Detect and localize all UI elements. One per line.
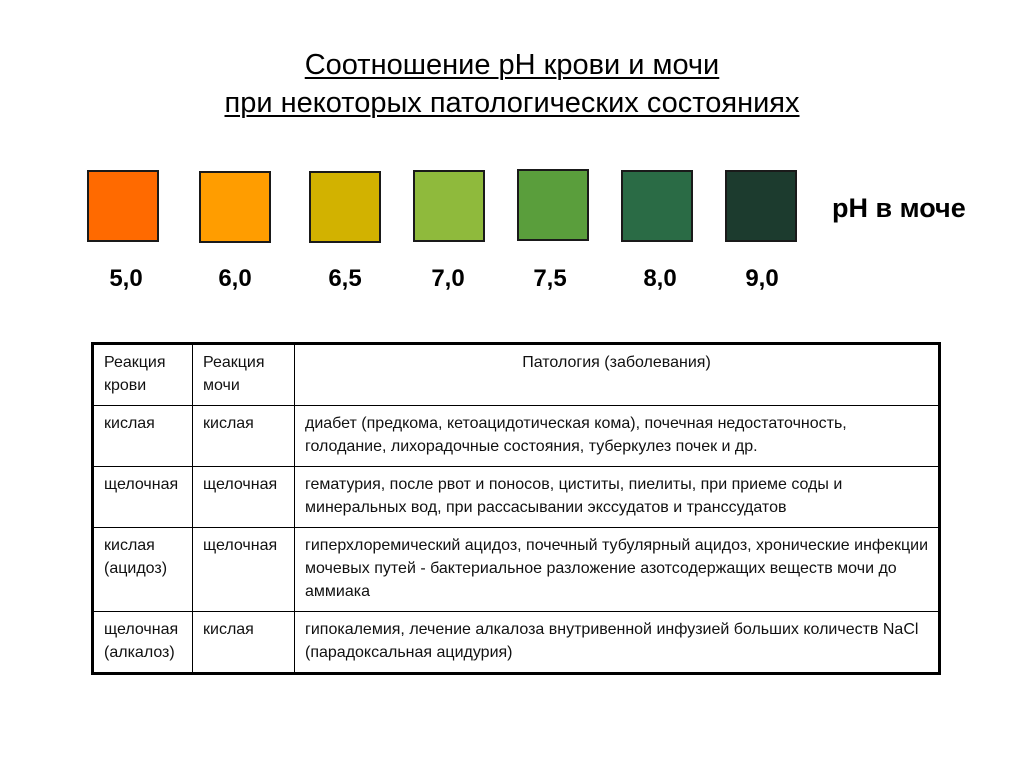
cell-pathology: гипокалемия, лечение алкалоза внутривенной инфузией больших количеств NaCl (парадоксальная ацидурия) xyxy=(295,612,940,674)
cell-blood-reaction: кислая (ацидоз) xyxy=(93,528,193,612)
ph-value-label: 6,0 xyxy=(218,265,252,292)
ph-value-label: 9,0 xyxy=(745,265,779,292)
title-line-1: Соотношение pH крови и мочи xyxy=(304,49,720,81)
ph-caption: pH в моче xyxy=(832,193,966,223)
ph-value-label: 5,0 xyxy=(109,265,143,292)
table-row xyxy=(93,612,940,674)
ph-swatch-6-5 xyxy=(309,171,381,243)
ph-value-label: 7,0 xyxy=(431,265,465,292)
cell-pathology: диабет (предкома, кетоацидотическая кома), почечная недостаточность, голодание, лихорадочные состояния, туберкулез почек и др. xyxy=(295,406,940,467)
ph-swatch-7-0 xyxy=(413,170,485,242)
cell-blood-reaction: кислая xyxy=(93,406,193,467)
ph-value-label: 8,0 xyxy=(643,265,677,292)
ph-swatch-5-0 xyxy=(87,170,159,242)
table-row xyxy=(93,528,940,612)
cell-urine-reaction: кислая xyxy=(193,406,295,467)
ph-swatch-8-0 xyxy=(621,170,693,242)
header-pathology: Патология (заболевания) xyxy=(295,344,940,406)
cell-blood-reaction: щелочная xyxy=(93,467,193,528)
cell-urine-reaction: кислая xyxy=(193,612,295,674)
cell-urine-reaction: щелочная xyxy=(193,528,295,612)
ph-swatch-9-0 xyxy=(725,170,797,242)
ph-swatch-7-5 xyxy=(517,169,589,241)
table-row xyxy=(93,406,940,467)
ph-swatch-6-0 xyxy=(199,171,271,243)
cell-urine-reaction: щелочная xyxy=(193,467,295,528)
table-row xyxy=(93,467,940,528)
title-line-2: при некоторых патологических состояниях xyxy=(224,87,800,119)
cell-pathology: гематурия, после рвот и поносов, циститы, пиелиты, при приеме соды и минеральных вод, при рассасывании экссудатов и транссудатов xyxy=(295,467,940,528)
pathology-table xyxy=(91,342,941,675)
page-title xyxy=(0,46,1024,122)
ph-value-label: 6,5 xyxy=(328,265,362,292)
ph-value-label: 7,5 xyxy=(533,265,567,292)
cell-blood-reaction: щелочная (алкалоз) xyxy=(93,612,193,674)
cell-pathology: гиперхлоремический ацидоз, почечный тубулярный ацидоз, хронические инфекции мочевых путей - бактериальное разложение азотсодержащих веществ мочи до аммиака xyxy=(295,528,940,612)
header-blood-reaction: Реакция крови xyxy=(93,344,193,406)
table-header-row xyxy=(93,344,940,406)
header-urine-reaction: Реакция мочи xyxy=(193,344,295,406)
